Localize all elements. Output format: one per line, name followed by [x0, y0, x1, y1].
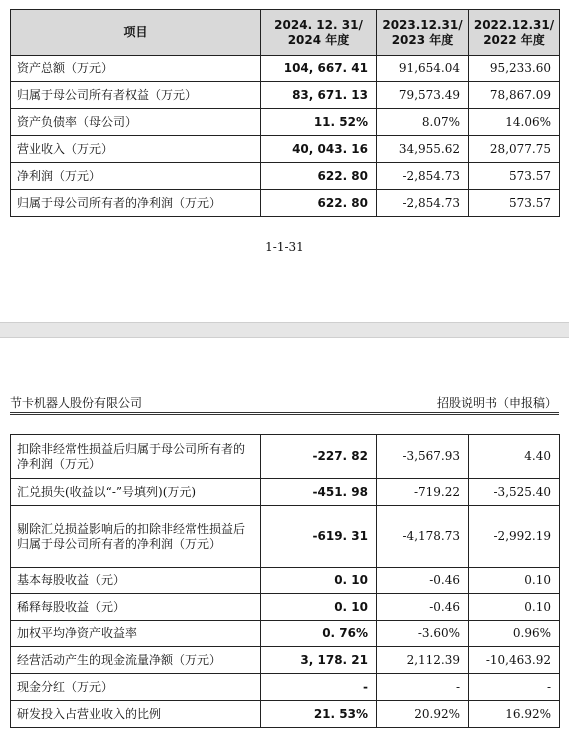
row-label: 净利润（万元）: [11, 163, 261, 190]
value-2022: 14.06%: [469, 109, 560, 136]
value-2022: 78,867.09: [469, 82, 560, 109]
value-2023: 91,654.04: [377, 56, 469, 82]
value-2022: 573.57: [469, 163, 560, 190]
table-row: [11, 594, 560, 621]
table-row: [11, 435, 560, 479]
value-2024: 21. 53%: [261, 701, 377, 728]
value-2022: 28,077.75: [469, 136, 560, 163]
value-2024: 622. 80: [261, 190, 377, 217]
value-2024: 0. 10: [261, 594, 377, 621]
value-2023: -4,178.73: [377, 506, 469, 568]
document-type: 招股说明书（申报稿）: [436, 396, 557, 410]
value-2024: -619. 31: [261, 506, 377, 568]
value-2024: 11. 52%: [261, 109, 377, 136]
value-2024: -451. 98: [261, 479, 377, 506]
value-2024: 3, 178. 21: [261, 647, 377, 674]
value-2024: 104, 667. 41: [261, 56, 377, 82]
header-2024: 2024. 12. 31/ 2024 年度: [261, 10, 377, 56]
value-2023: 20.92%: [377, 701, 469, 728]
table-row: [11, 506, 560, 568]
table-row: [11, 647, 560, 674]
table-row: [11, 701, 560, 728]
table-row: [11, 109, 560, 136]
value-2024: 0. 76%: [261, 621, 377, 647]
row-label: 剔除汇兑损益影响后的扣除非经常性损益后归属于母公司所有者的净利润（万元）: [11, 506, 261, 568]
row-label: 资产负债率（母公司）: [11, 109, 261, 136]
value-2022: 0.10: [469, 594, 560, 621]
row-label: 加权平均净资产收益率: [11, 621, 261, 647]
value-2024: -: [261, 674, 377, 701]
header-rule: [10, 412, 559, 413]
row-label: 资产总额（万元）: [11, 56, 261, 82]
value-2024: -227. 82: [261, 435, 377, 479]
table-row: [11, 82, 560, 109]
value-2022: 573.57: [469, 190, 560, 217]
row-label: 扣除非经常性损益后归属于母公司所有者的净利润（万元）: [11, 435, 261, 479]
table-row: [11, 674, 560, 701]
value-2023: 2,112.39: [377, 647, 469, 674]
value-2023: -3.60%: [377, 621, 469, 647]
page-break: [0, 322, 569, 338]
value-2022: -: [469, 674, 560, 701]
table-row: [11, 479, 560, 506]
value-2022: -2,992.19: [469, 506, 560, 568]
value-2024: 83, 671. 13: [261, 82, 377, 109]
value-2022: 4.40: [469, 435, 560, 479]
row-label: 稀释每股收益（元）: [11, 594, 261, 621]
row-label: 现金分红（万元）: [11, 674, 261, 701]
row-label: 研发投入占营业收入的比例: [11, 701, 261, 728]
value-2024: 40, 043. 16: [261, 136, 377, 163]
header-2023: 2023.12.31/ 2023 年度: [377, 10, 469, 56]
row-label: 归属于母公司所有者权益（万元）: [11, 82, 261, 109]
row-label: 汇兑损失(收益以“-”号填列)(万元): [11, 479, 261, 506]
page-number: 1-1-31: [265, 240, 304, 254]
table-row: [11, 136, 560, 163]
value-2023: -719.22: [377, 479, 469, 506]
value-2024: 622. 80: [261, 163, 377, 190]
value-2023: -2,854.73: [377, 163, 469, 190]
value-2022: -3,525.40: [469, 479, 560, 506]
header-rule-secondary: [10, 414, 559, 415]
value-2022: 0.96%: [469, 621, 560, 647]
value-2023: -0.46: [377, 594, 469, 621]
value-2022: 16.92%: [469, 701, 560, 728]
value-2023: 79,573.49: [377, 82, 469, 109]
header-item: 项目: [11, 10, 261, 56]
value-2023: -2,854.73: [377, 190, 469, 217]
value-2022: 0.10: [469, 568, 560, 594]
value-2023: 8.07%: [377, 109, 469, 136]
table-row: [11, 568, 560, 594]
company-name: 节卡机器人股份有限公司: [10, 396, 143, 410]
header-2022: 2022.12.31/ 2022 年度: [469, 10, 560, 56]
row-label: 归属于母公司所有者的净利润（万元）: [11, 190, 261, 217]
value-2024: 0. 10: [261, 568, 377, 594]
financial-table-bottom: [10, 434, 560, 728]
value-2022: 95,233.60: [469, 56, 560, 82]
value-2023: -0.46: [377, 568, 469, 594]
row-label: 经营活动产生的现金流量净额（万元）: [11, 647, 261, 674]
value-2022: -10,463.92: [469, 647, 560, 674]
table-row: [11, 621, 560, 647]
value-2023: -3,567.93: [377, 435, 469, 479]
table-row: [11, 56, 560, 82]
table-row: [11, 163, 560, 190]
row-label: 基本每股收益（元）: [11, 568, 261, 594]
value-2023: 34,955.62: [377, 136, 469, 163]
table-header-row: [11, 10, 560, 56]
value-2023: -: [377, 674, 469, 701]
row-label: 营业收入（万元）: [11, 136, 261, 163]
financial-table-top: [10, 9, 560, 217]
table-row: [11, 190, 560, 217]
